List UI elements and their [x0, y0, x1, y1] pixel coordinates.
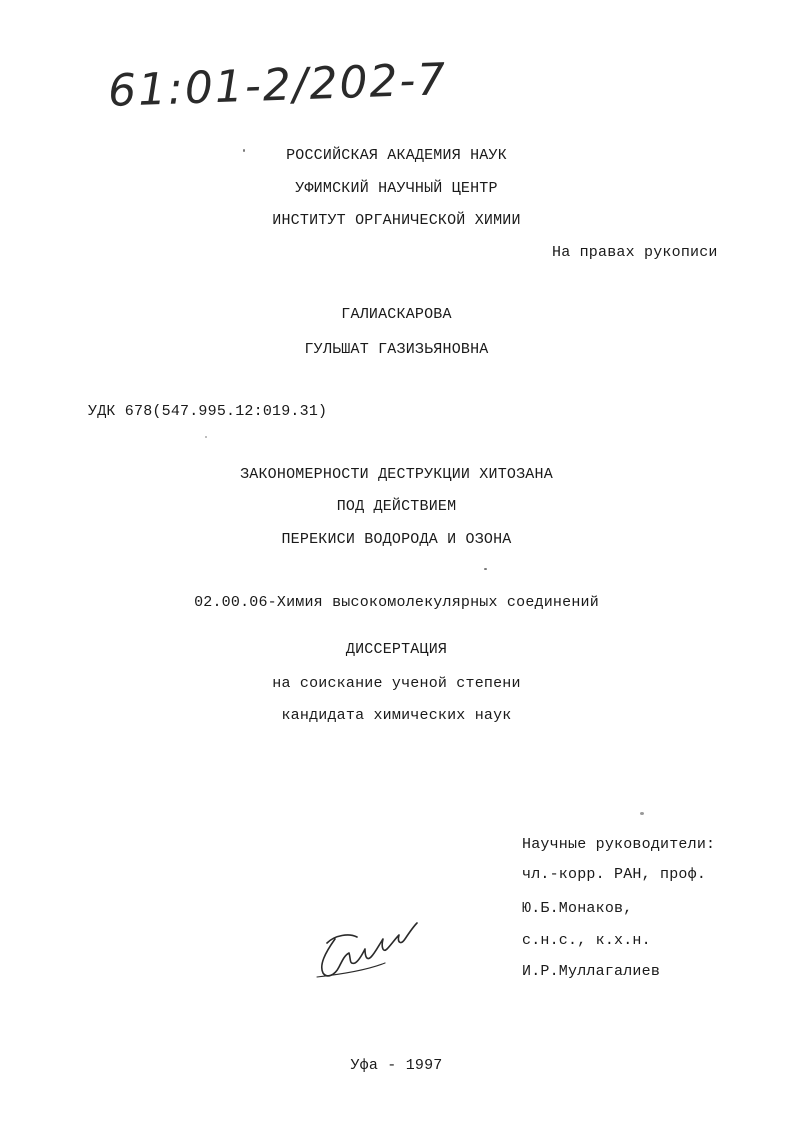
- author-signature: [305, 905, 425, 985]
- manuscript-rights: На правах рукописи: [552, 244, 718, 261]
- scan-speck: [640, 812, 644, 815]
- dissertation-label: ДИССЕРТАЦИЯ: [345, 641, 448, 658]
- title-line-3: ПЕРЕКИСИ ВОДОРОДА И ОЗОНА: [281, 531, 512, 548]
- supervisor-name-2: И.Р.Муллагалиев: [522, 963, 661, 980]
- author-given-names: ГУЛЬШАТ ГАЗИЗЬЯНОВНА: [304, 341, 489, 358]
- title-line-2: ПОД ДЕЙСТВИЕМ: [336, 498, 457, 515]
- supervisor-title-1: чл.-корр. РАН, проф.: [522, 866, 707, 883]
- handwritten-catalog-number: 61:01-2/202-7: [107, 54, 449, 117]
- author-surname: ГАЛИАСКАРОВА: [341, 306, 452, 323]
- supervisors-heading: Научные руководители:: [522, 836, 716, 853]
- title-line-1: ЗАКОНОМЕРНОСТИ ДЕСТРУКЦИИ ХИТОЗАНА: [240, 466, 553, 483]
- header-line-academy: РОССИЙСКАЯ АКАДЕМИЯ НАУК: [286, 147, 507, 164]
- header-line-center: УФИМСКИЙ НАУЧНЫЙ ЦЕНТР: [295, 180, 498, 197]
- degree-line-1: на соискание ученой степени: [272, 675, 521, 692]
- degree-line-2: кандидата химических наук: [281, 707, 512, 724]
- header-line-institute: ИНСТИТУТ ОРГАНИЧЕСКОЙ ХИМИИ: [272, 212, 521, 229]
- city-year: Уфа - 1997: [350, 1057, 443, 1074]
- supervisor-title-2: с.н.с., к.х.н.: [522, 932, 651, 949]
- scan-speck: [243, 149, 245, 152]
- scan-speck: [484, 568, 487, 570]
- scan-speck: [205, 436, 207, 438]
- specialty-code: 02.00.06-Химия высокомолекулярных соединений: [194, 594, 599, 611]
- udc-code: УДК 678(547.995.12:019.31): [88, 403, 328, 420]
- supervisor-name-1: Ю.Б.Монаков,: [522, 900, 633, 917]
